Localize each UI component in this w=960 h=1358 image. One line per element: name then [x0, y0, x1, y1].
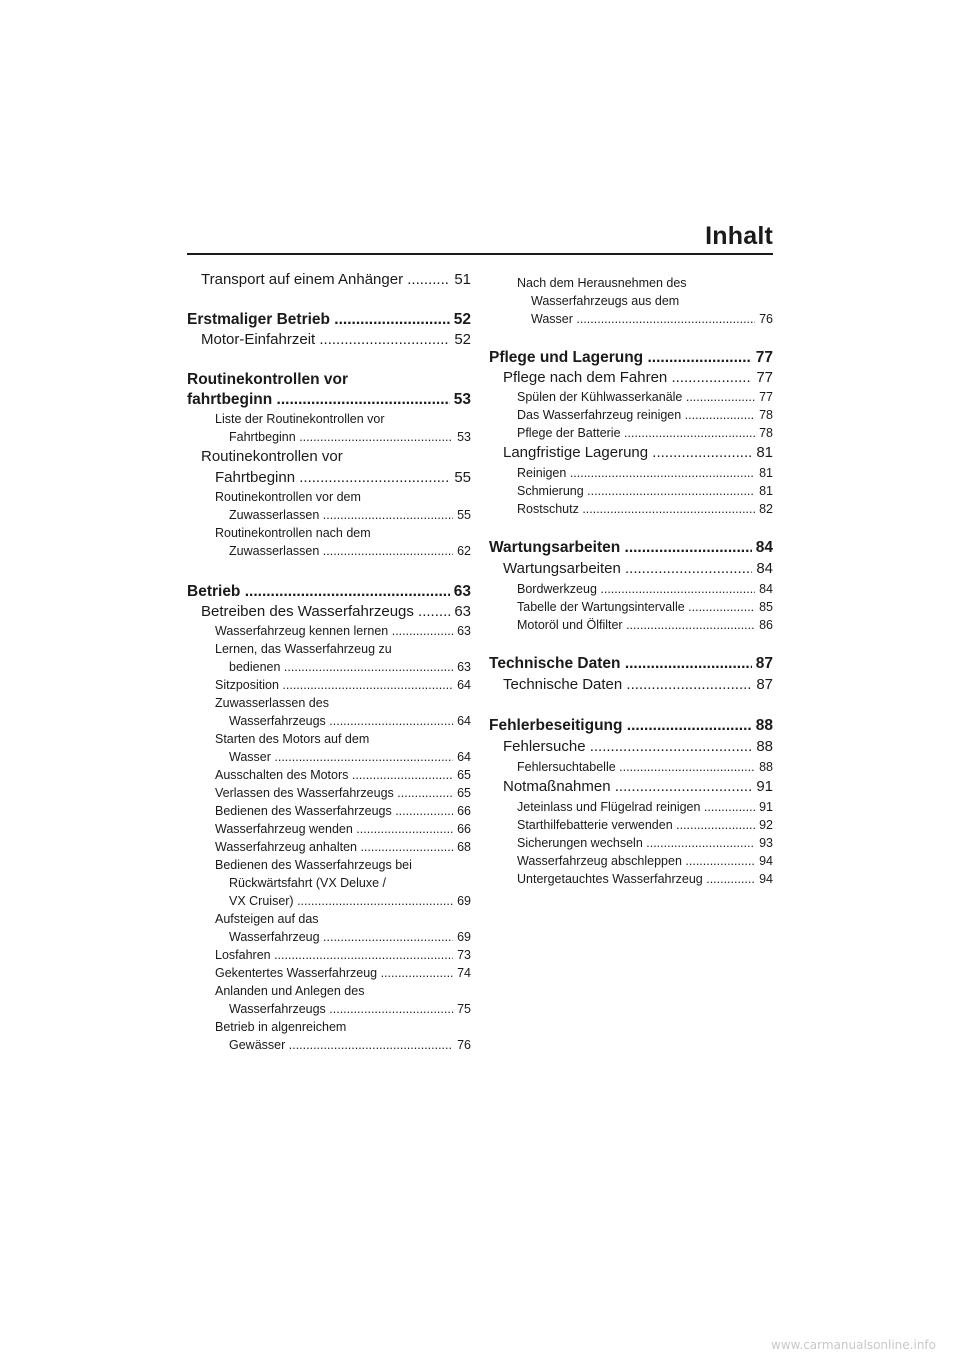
toc-entry[interactable]: Fehlersuche ..... 88: [489, 736, 773, 758]
toc-subentry[interactable]: Fehlersuchtabelle ..... 88: [489, 758, 773, 776]
toc-entry[interactable]: Motor-Einfahrzeit ..... 52: [187, 330, 471, 350]
toc-subentry[interactable]: Routinekontrollen vor dem Zuwasserlassen ..... 55: [187, 488, 471, 524]
toc-subentry[interactable]: Reinigen ..... 81: [489, 464, 773, 482]
toc-chapter[interactable]: Technische Daten ..... 87: [489, 654, 773, 674]
page-title: Inhalt: [705, 222, 773, 250]
toc-entry[interactable]: Langfristige Lagerung ..... 81: [489, 442, 773, 464]
toc-subentry[interactable]: Gekentertes Wasserfahrzeug ..... 74: [187, 964, 471, 982]
toc-subentry[interactable]: Sitzposition ..... 64: [187, 676, 471, 694]
toc-subentry[interactable]: Verlassen des Wasserfahrzeugs ..... 65: [187, 784, 471, 802]
toc-subentry[interactable]: Starten des Motors auf dem Wasser ..... 64: [187, 730, 471, 766]
toc-entry[interactable]: Notmaßnahmen ..... 91: [489, 776, 773, 798]
toc-subentry[interactable]: Aufsteigen auf das Wasserfahrzeug ..... 69: [187, 910, 471, 946]
toc-subentry[interactable]: Schmierung ..... 81: [489, 482, 773, 500]
toc-chapter[interactable]: Pflege und Lagerung ..... 77: [489, 348, 773, 368]
toc-subentry[interactable]: Rostschutz ..... 82: [489, 500, 773, 518]
toc-subentry[interactable]: Routinekontrollen nach dem Zuwasserlassen ..... 62: [187, 524, 471, 560]
toc-subentry[interactable]: Wasserfahrzeug anhalten ..... 68: [187, 838, 471, 856]
toc-entry[interactable]: Routinekontrollen vor Fahrtbeginn ..... 55: [187, 446, 471, 488]
toc-subentry[interactable]: Lernen, das Wasserfahrzeug zu bedienen ..... 63: [187, 640, 471, 676]
toc-column-right: [489, 274, 773, 888]
toc-chapter[interactable]: Betrieb ..... 63: [187, 582, 471, 602]
toc-entry[interactable]: Transport auf einem Anhänger ..... 51: [187, 270, 471, 290]
toc-subentry[interactable]: Motoröl und Ölfilter ..... 86: [489, 616, 773, 634]
toc-chapter[interactable]: Routinekontrollen vor fahrtbeginn ..... 53: [187, 370, 471, 410]
toc-entry[interactable]: Pflege nach dem Fahren ..... 77: [489, 368, 773, 388]
toc-subentry[interactable]: Starthilfebatterie verwenden ..... 92: [489, 816, 773, 834]
toc-subentry[interactable]: Bordwerkzeug ..... 84: [489, 580, 773, 598]
title-rule: [187, 253, 773, 255]
toc-column-left: [187, 270, 471, 1054]
toc-subentry[interactable]: Betrieb in algenreichem Gewässer ..... 76: [187, 1018, 471, 1054]
toc-subentry[interactable]: Zuwasserlassen des Wasserfahrzeugs ..... 64: [187, 694, 471, 730]
toc-subentry[interactable]: Anlanden und Anlegen des Wasserfahrzeugs ..... 75: [187, 982, 471, 1018]
toc-subentry[interactable]: Wasserfahrzeug kennen lernen ..... 63: [187, 622, 471, 640]
toc-subentry[interactable]: Das Wasserfahrzeug reinigen ..... 78: [489, 406, 773, 424]
toc-subentry[interactable]: Nach dem Herausnehmen des Wasserfahrzeugs aus dem Wasser ..... 76: [489, 274, 773, 328]
toc-subentry[interactable]: Pflege der Batterie ..... 78: [489, 424, 773, 442]
toc-subentry[interactable]: Untergetauchtes Wasserfahrzeug ..... 94: [489, 870, 773, 888]
toc-subentry[interactable]: Jeteinlass und Flügelrad reinigen ..... 91: [489, 798, 773, 816]
toc-subentry[interactable]: Losfahren ..... 73: [187, 946, 471, 964]
watermark: www.carmanualsonline.info: [771, 1338, 936, 1352]
toc-chapter[interactable]: Wartungsarbeiten ..... 84: [489, 538, 773, 558]
toc-entry[interactable]: Betreiben des Wasserfahrzeugs ..... 63: [187, 602, 471, 622]
toc-entry[interactable]: Technische Daten ..... 87: [489, 674, 773, 696]
toc-subentry[interactable]: Wasserfahrzeug wenden ..... 66: [187, 820, 471, 838]
toc-subentry[interactable]: Sicherungen wechseln ..... 93: [489, 834, 773, 852]
toc-subentry[interactable]: Spülen der Kühlwasserkanäle ..... 77: [489, 388, 773, 406]
toc-subentry[interactable]: Bedienen des Wasserfahrzeugs ..... 66: [187, 802, 471, 820]
toc-subentry[interactable]: Bedienen des Wasserfahrzeugs bei Rückwärtsfahrt (VX Deluxe / VX Cruiser) ..... 69: [187, 856, 471, 910]
toc-subentry[interactable]: Ausschalten des Motors ..... 65: [187, 766, 471, 784]
toc-entry[interactable]: Wartungsarbeiten ..... 84: [489, 558, 773, 580]
toc-chapter[interactable]: Fehlerbeseitigung ..... 88: [489, 716, 773, 736]
toc-subentry[interactable]: Tabelle der Wartungsintervalle ..... 85: [489, 598, 773, 616]
toc-subentry[interactable]: Wasserfahrzeug abschleppen ..... 94: [489, 852, 773, 870]
toc-chapter[interactable]: Erstmaliger Betrieb ..... 52: [187, 310, 471, 330]
toc-subentry[interactable]: Liste der Routinekontrollen vor Fahrtbeginn ..... 53: [187, 410, 471, 446]
